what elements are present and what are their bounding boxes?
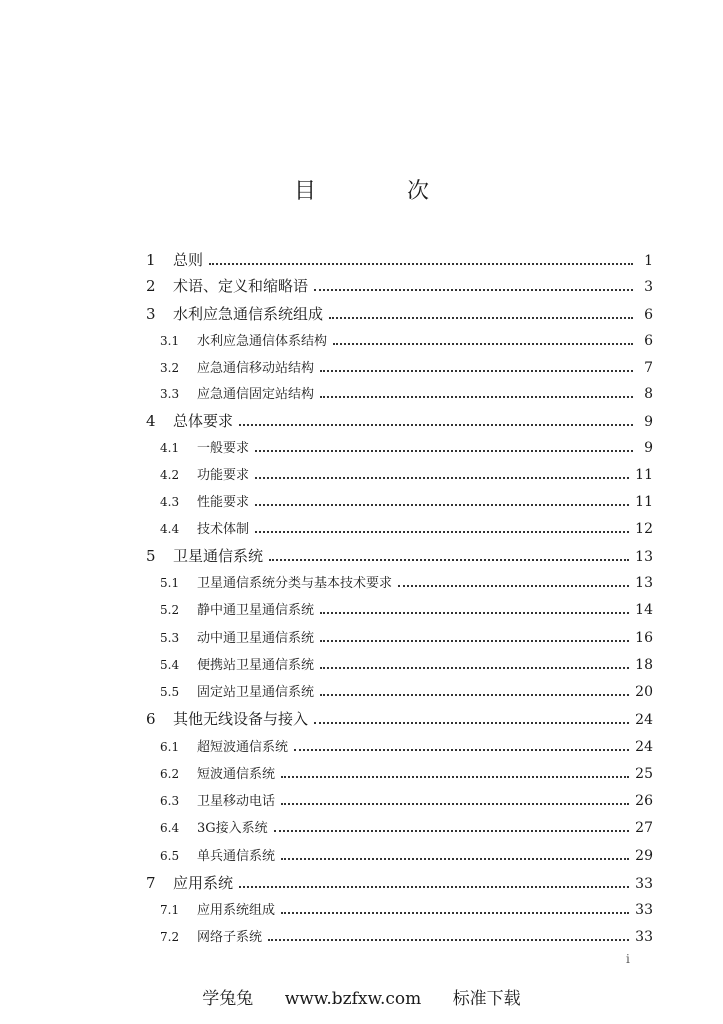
toc-entry[interactable] (160, 437, 653, 456)
toc-entry-page: 8 (644, 386, 653, 402)
toc-leader-dots (239, 886, 629, 888)
toc-entry-number: 3.3 (160, 387, 180, 401)
toc-leader-dots (281, 803, 629, 805)
toc-entry[interactable] (146, 545, 653, 566)
toc-entry[interactable] (160, 383, 653, 402)
toc-entry-page: 24 (635, 739, 653, 755)
toc-leader-dots (320, 612, 629, 614)
toc-entry-number: 5.1 (160, 576, 180, 590)
footer-watermark (0, 984, 723, 1009)
toc-entry-label: 应急通信移动站结构 (197, 361, 315, 376)
toc-entry[interactable] (146, 303, 653, 324)
toc-entry-page: 12 (635, 521, 653, 537)
toc-entry-number: 5.4 (160, 658, 180, 672)
toc-entry-label: 动中通卫星通信系统 (197, 631, 315, 646)
toc-leader-dots (320, 370, 633, 372)
toc-entry-label: 功能要求 (197, 468, 250, 483)
footer-url[interactable]: www.bzfxw.com (284, 989, 422, 1009)
toc-leader-dots (320, 640, 629, 642)
toc-entry[interactable] (160, 736, 653, 755)
toc-leader-dots (320, 694, 629, 696)
toc-entry-number: 3 (146, 305, 156, 323)
toc-leader-dots (281, 776, 629, 778)
toc-entry-label: 术语、定义和缩略语 (173, 277, 309, 295)
toc-entry-page: 9 (644, 440, 653, 456)
toc-entry-page: 7 (644, 360, 653, 376)
toc-entry-number: 3.1 (160, 334, 180, 348)
toc-entry-label: 应用系统组成 (197, 903, 276, 918)
toc-entry[interactable] (146, 410, 653, 431)
toc-entry-number: 3.2 (160, 361, 180, 375)
toc-entry-number: 6 (146, 710, 156, 728)
toc-entry-number: 6.1 (160, 740, 180, 754)
toc-entry-label: 其他无线设备与接入 (173, 710, 309, 728)
toc-entry-number: 5 (146, 547, 156, 565)
toc-entry-number: 4.2 (160, 468, 180, 482)
toc-entry[interactable] (160, 330, 653, 349)
toc-entry[interactable] (160, 654, 653, 673)
toc-entry[interactable] (160, 790, 653, 809)
toc-entry-page: 9 (644, 414, 653, 430)
toc-leader-dots (274, 830, 630, 832)
toc-entry[interactable] (160, 357, 653, 376)
toc-entry-number: 4.3 (160, 495, 180, 509)
page-mark: i (626, 952, 630, 966)
toc-entry-page: 1 (644, 253, 653, 269)
toc-entry-label: 技术体制 (197, 522, 250, 537)
toc-leader-dots (294, 749, 629, 751)
toc-entry-number: 7.2 (160, 930, 180, 944)
toc-entry-page: 11 (635, 467, 653, 483)
toc-entry-page: 24 (635, 712, 653, 728)
toc-title: 目 次 (294, 179, 471, 204)
footer-site-name: 学兔兔 (202, 989, 254, 1009)
toc-entry-page: 16 (635, 630, 653, 646)
toc-entry-label: 单兵通信系统 (197, 849, 276, 864)
toc-entry-number: 4.4 (160, 522, 180, 536)
toc-entry-page: 29 (635, 848, 653, 864)
toc-entry-page: 20 (635, 684, 653, 700)
toc-entry-label: 3G接入系统 (197, 821, 268, 836)
toc-leader-dots (281, 912, 629, 914)
toc-entry-number: 6.5 (160, 849, 180, 863)
toc-entry-number: 1 (146, 251, 156, 269)
toc-leader-dots (255, 450, 633, 452)
toc-entry[interactable] (160, 681, 653, 700)
toc-entry-page: 11 (635, 494, 653, 510)
toc-entry-number: 6.4 (160, 821, 180, 835)
toc-entry[interactable] (160, 572, 653, 591)
toc-leader-dots (320, 667, 629, 669)
toc-entry-page: 33 (635, 929, 653, 945)
toc-entry-page: 6 (644, 307, 653, 323)
toc-entry[interactable] (160, 491, 653, 510)
toc-entry-label: 总则 (173, 251, 204, 269)
toc-entry-label: 一般要求 (197, 441, 250, 456)
toc-entry-page: 27 (635, 820, 653, 836)
toc-entry[interactable] (146, 872, 653, 893)
toc-leader-dots (268, 939, 629, 941)
toc-leader-dots (314, 289, 633, 291)
toc-entry[interactable] (146, 708, 653, 729)
toc-entry-label: 性能要求 (197, 495, 250, 510)
toc-leader-dots (398, 585, 629, 587)
toc-entry[interactable] (160, 627, 653, 646)
toc-leader-dots (281, 858, 629, 860)
toc-leader-dots (314, 722, 629, 724)
toc-entry-label: 应急通信固定站结构 (197, 387, 315, 402)
toc-entry-label: 应用系统 (173, 874, 234, 892)
toc-leader-dots (239, 424, 633, 426)
toc-entry-number: 2 (146, 277, 156, 295)
toc-entry-label: 网络子系统 (197, 930, 263, 945)
toc-entry-number: 5.2 (160, 603, 180, 617)
toc-entry-page: 14 (635, 602, 653, 618)
toc-entry-label: 水利应急通信体系结构 (197, 334, 328, 349)
toc-entry-page: 33 (635, 902, 653, 918)
toc-entry-label: 便携站卫星通信系统 (197, 658, 315, 673)
toc-entry[interactable] (160, 845, 653, 864)
toc-entry[interactable] (160, 817, 653, 836)
toc-entry-label: 短波通信系统 (197, 767, 276, 782)
toc-leader-dots (255, 477, 629, 479)
toc-entry-number: 4.1 (160, 441, 180, 455)
toc-entry-page: 25 (635, 766, 653, 782)
toc-entry-label: 静中通卫星通信系统 (197, 603, 315, 618)
toc-entry-number: 5.3 (160, 631, 180, 645)
toc-entry-label: 固定站卫星通信系统 (197, 685, 315, 700)
toc-entry[interactable] (160, 763, 653, 782)
toc-entry-label: 卫星移动电话 (197, 794, 276, 809)
toc-entry-page: 6 (644, 333, 653, 349)
toc-entry[interactable] (160, 599, 653, 618)
toc-leader-dots (320, 396, 633, 398)
toc-entry[interactable] (146, 249, 653, 270)
toc-entry-number: 6.3 (160, 794, 180, 808)
toc-entry[interactable] (160, 926, 653, 945)
toc-leader-dots (209, 263, 633, 265)
footer-tagline: 标准下载 (452, 989, 521, 1009)
toc-entry[interactable] (160, 518, 653, 537)
toc-entry-number: 7 (146, 874, 156, 892)
toc-entry-label: 水利应急通信系统组成 (173, 305, 324, 323)
toc-entry-page: 13 (635, 575, 653, 591)
toc-entry-page: 18 (635, 657, 653, 673)
toc-entry[interactable] (160, 464, 653, 483)
toc-entry[interactable] (146, 275, 653, 296)
toc-leader-dots (255, 504, 629, 506)
toc-leader-dots (329, 317, 633, 319)
toc-entry-page: 3 (644, 279, 653, 295)
toc-entry-label: 卫星通信系统 (173, 547, 264, 565)
toc-entry[interactable] (160, 899, 653, 918)
toc-entry-label: 总体要求 (173, 412, 234, 430)
toc-entry-page: 33 (635, 876, 653, 892)
toc-entry-page: 26 (635, 793, 653, 809)
toc-entry-label: 卫星通信系统分类与基本技术要求 (197, 576, 393, 591)
toc-entry-number: 7.1 (160, 903, 180, 917)
toc-leader-dots (269, 559, 629, 561)
toc-entry-number: 5.5 (160, 685, 180, 699)
toc-entry-number: 6.2 (160, 767, 180, 781)
toc-leader-dots (333, 343, 633, 345)
toc-entry-page: 13 (635, 549, 653, 565)
toc-entry-label: 超短波通信系统 (197, 740, 289, 755)
toc-leader-dots (255, 531, 629, 533)
toc-entry-number: 4 (146, 412, 156, 430)
